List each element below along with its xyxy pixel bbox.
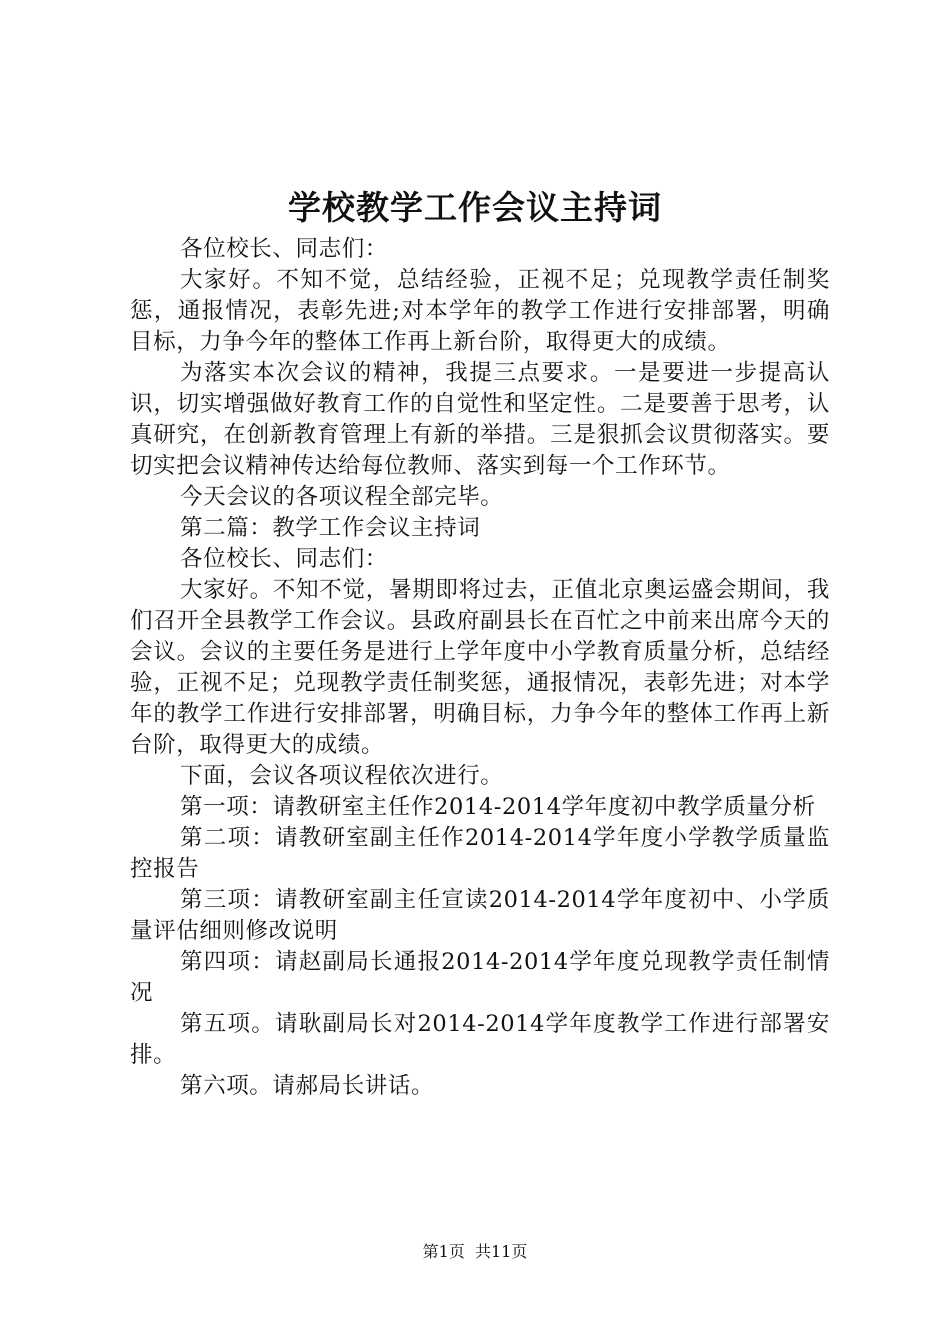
paragraph: 下面，会议各项议程依次进行。 bbox=[180, 763, 504, 789]
agenda-item: 第三项：请教研室副主任宣读2014-2014学年度初中、小学质量评估细则修改说明 bbox=[130, 887, 830, 944]
paragraph: 各位校长、同志们： bbox=[180, 236, 388, 262]
paragraph: 大家好。不知不觉，总结经验，正视不足；兑现教学责任制奖惩，通报情况，表彰先进;对本学年的教学工作进行安排部署，明确目标，力争今年的整体工作再上新台阶，取得更大的成绩。 bbox=[130, 267, 830, 355]
page-number: 第1页 共11页 bbox=[422, 1242, 528, 1261]
paragraph: 大家好。不知不觉，暑期即将过去，正值北京奥运盛会期间，我们召开全县教学工作会议。县政府副县长在百忙之中前来出席今天的会议。会议的主要任务是进行上学年度中小学教育质量分析，总结经验，正视不足；兑现教学责任制奖惩，通报情况，表彰先进；对本学年的教学工作进行安排部署，明确目标，力争今年的整体工作再上新台阶，取得更大的成绩。 bbox=[130, 577, 830, 758]
document-body bbox=[130, 234, 830, 1102]
paragraph: 今天会议的各项议程全部完毕。 bbox=[180, 484, 504, 510]
section-heading: 第二篇：教学工作会议主持词 bbox=[180, 515, 481, 541]
agenda-item: 第六项。请郝局长讲话。 bbox=[180, 1073, 435, 1099]
agenda-item: 第四项：请赵副局长通报2014-2014学年度兑现教学责任制情况 bbox=[130, 949, 830, 1006]
paragraph: 各位校长、同志们： bbox=[180, 546, 388, 572]
paragraph: 为落实本次会议的精神，我提三点要求。一是要进一步提高认识，切实增强做好教育工作的自觉性和坚定性。二是要善于思考，认真研究，在创新教育管理上有新的举措。三是狠抓会议贯彻落实。要切实把会议精神传达给每位教师、落实到每一个工作环节。 bbox=[130, 360, 830, 479]
document-title: 学校教学工作会议主持词 bbox=[288, 188, 662, 227]
agenda-item: 第五项。请耿副局长对2014-2014学年度教学工作进行部署安排。 bbox=[130, 1011, 830, 1068]
agenda-item: 第一项：请教研室主任作2014-2014学年度初中教学质量分析 bbox=[180, 794, 816, 820]
page-footer bbox=[0, 1240, 950, 1264]
agenda-item: 第二项：请教研室副主任作2014-2014学年度小学教学质量监控报告 bbox=[130, 825, 830, 882]
